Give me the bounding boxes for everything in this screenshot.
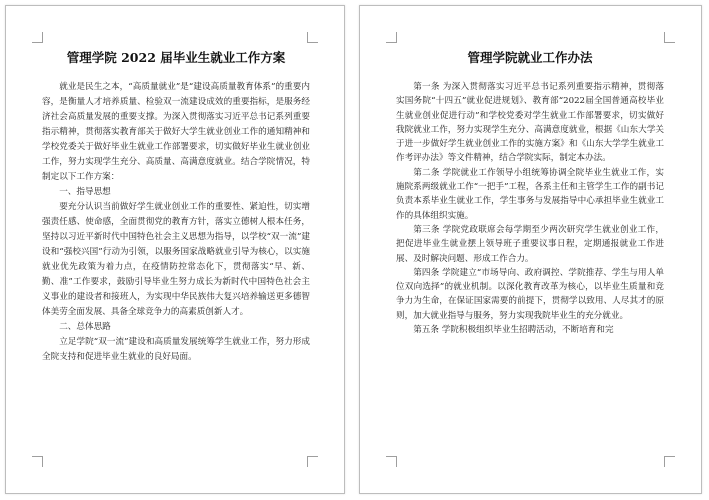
left-page-content: [42, 50, 310, 365]
article-4-paragraph: 第四条 学院建立“市场导向、政府调控、学院推荐、学生与用人单位双向选择”的就业机制。以深化教育改革为核心，以毕业生质量和竞争力为生命，在保证国家需要的前提下，贯彻学以致用、人尽其才的原则，加大就业指导与服务，努力实现我院毕业生的充分就业。: [396, 267, 664, 321]
guiding-ideology-paragraph: 要充分认识当前做好学生就业创业工作的重要性、紧迫性，切实增强责任感、使命感，全面贯彻党的教育方针，落实立德树人根本任务，坚持以习近平新时代中国特色社会主义思想为指导，以学校“双一流”建设和“强校兴国”行动为引领，以服务国家战略就业引导为核心，以实施就业优先政策为着力点，在疫情防控常态化下，贯彻落实“早、新、勤、准”工作要求，鼓励引导毕业生努力成长为新时代中国特色社会主义事业的建设者和接班人，为实现中华民族伟大复兴培养输送更多德智体美劳全面发展、具备全球竞争力的高素质创新人才。: [42, 202, 310, 317]
article-2-paragraph: 第二条 学院就业工作领导小组统筹协调全院毕业生就业工作，实施院系两级就业工作“一把手”工程，各系主任和主管学生工作的副书记负责本系毕业生就业工作，学生事务与发展指导中心承担毕业生就业工作的具体组织实施。: [396, 167, 664, 221]
margin-corner-mark: [386, 32, 397, 43]
margin-corner-mark: [32, 456, 43, 467]
article-5-paragraph: 第五条 学院积极组织毕业生招聘活动，不断培育和完: [413, 325, 614, 336]
left-document-page: [5, 5, 345, 494]
section-heading-overall-approach: 二、总体思路: [59, 322, 111, 332]
margin-corner-mark: [664, 456, 675, 467]
right-document-page: [359, 5, 702, 494]
section-heading-guiding-ideology: 一、指导思想: [59, 187, 111, 197]
article-1-paragraph: 第一条 为深入贯彻落实习近平总书记系列重要指示精神，贯彻落实国务院“十四五”就业促进规划》、教育部“2022届全国普通高校毕业生就业创业促进行动”和学校党委对学生就业工作部署要求，切实做好我院就业工作，努力实现学生充分、高满意度就业，根据《山东大学关于进一步做好学生就业创业工作的实施方案》和《山东大学学生就业工作考评办法》等文件精神，结合学院实际，制定本办法。: [396, 82, 664, 164]
margin-corner-mark: [307, 456, 318, 467]
margin-corner-mark: [386, 456, 397, 467]
margin-corner-mark: [664, 32, 675, 43]
right-page-title: 管理学院就业工作办法: [467, 50, 593, 65]
left-page-title: 管理学院 2022 届毕业生就业工作方案: [66, 50, 286, 65]
right-page-content: [396, 50, 664, 337]
intro-paragraph: 就业是民生之本，“高质量就业”是“建设高质量教育体系”的重要内容，是衡量人才培养质量、检验双一流建设成效的重要指标，是服务经济社会高质量发展的重要支撑。为深入贯彻落实习近平总书记系列重要指示精神，贯彻落实教育部关于做好大学生就业创业工作的通知精神和学校党委关于做好毕业生就业工作部署要求，切实做好毕业生就业创业工作，努力实现学生充分、高质量、高满意度就业。结合学院情况，特制定以下工作方案：: [42, 82, 310, 182]
article-3-paragraph: 第三条 学院党政联席会每学期至少两次研究学生就业创业工作，把促进毕业生就业摆上领导班子重要议事日程，定期通报就业工作进展、及时解决问题、形成工作合力。: [396, 224, 664, 264]
margin-corner-mark: [32, 32, 43, 43]
overall-approach-paragraph: 立足学院“双一流”建设和高质量发展统筹学生就业工作，努力形成全院支持和促进毕业生就业的良好局面。: [42, 337, 310, 362]
margin-corner-mark: [307, 32, 318, 43]
